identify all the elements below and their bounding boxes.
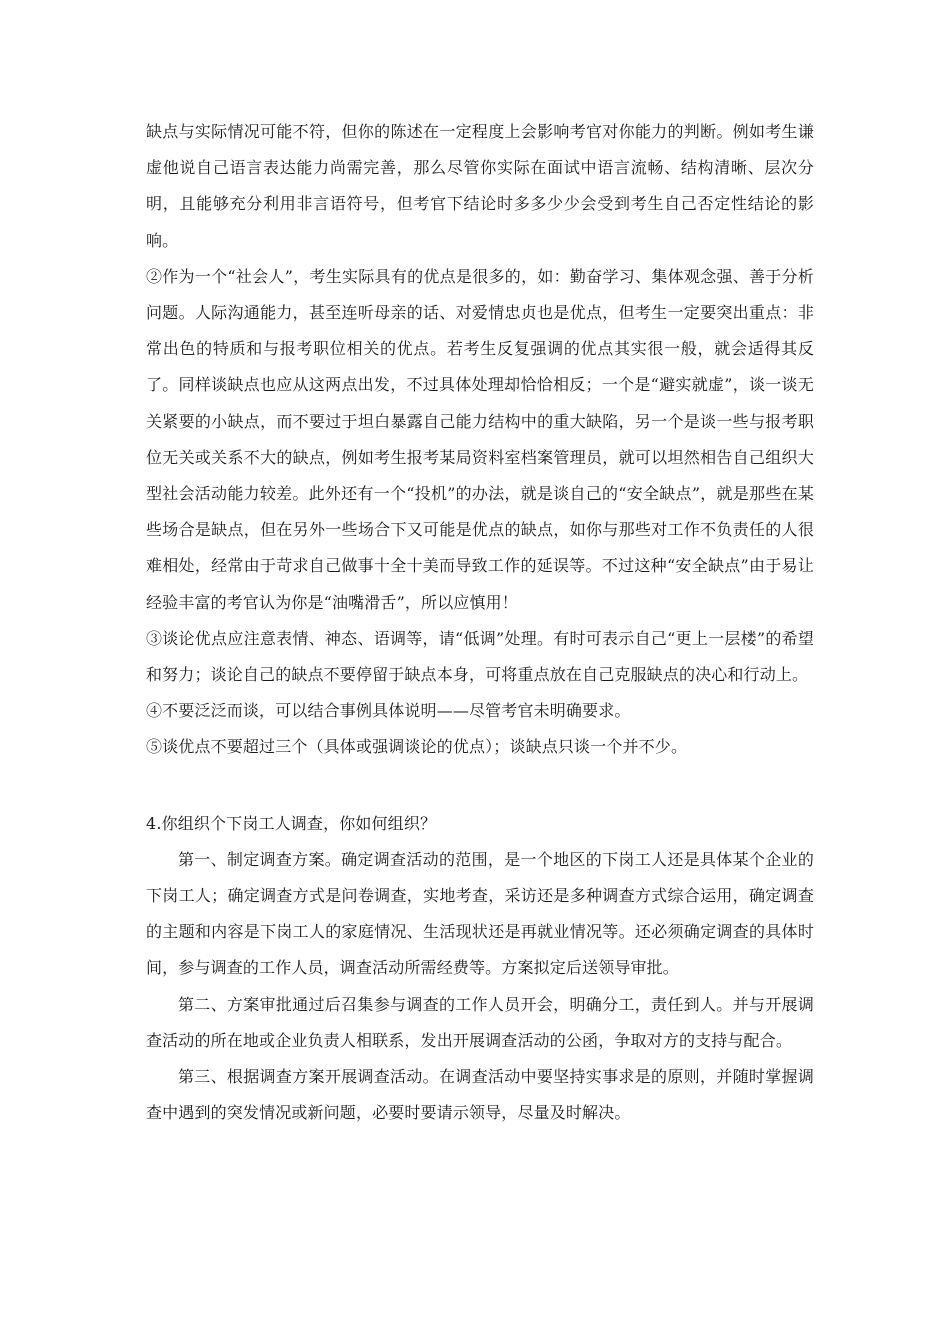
paragraph-point-4: ④不要泛泛而谈，可以结合事例具体说明——尽管考官未明确要求。 — [146, 701, 631, 721]
paragraph-point-2: ②作为一个“社会人”，考生实际具有的优点是很多的，如：勤奋学习、集体观念强、善于分析问题。人际沟通能力，甚至连听母亲的话、对爱情忠贞也是优点，但考生一定要突出重点：非常出色的特质和与报考职位相关的优点。若考生反复强调的优点其实很一般，就会适得其反了。同样谈缺点也应从这两点出发，不过具体处理却恰恰相反；一个是“避实就虚”，谈一谈无关紧要的小缺点，而不要过于坦白暴露自己能力结构中的重大缺陷，另一个是谈一些与报考职位无关或关系不大的缺点，例如考生报考某局资料室档案管理员，就可以坦然相告自己组织大型社会活动能力较差。此外还有一个“投机”的办法，就是谈自己的“安全缺点”，就是那些在某些场合是缺点，但在另外一些场合下又可能是优点的缺点，如你与那些对工作不负责任的人很难相处，经常由于苛求自己做事十全十美而导致工作的延误等。不过这种“安全缺点”由于易让经验丰富的考官认为你是“油嘴滑舌”，所以应慎用！ — [146, 266, 814, 612]
document-body — [146, 114, 814, 1131]
paragraph-point-3: ③谈论优点应注意表情、神态、语调等，请“低调”处理。有时可表示自己“更上一层楼”的希望和努力；谈论自己的缺点不要停留于缺点本身，可将重点放在自己克服缺点的决心和行动上。 — [146, 628, 814, 685]
question-heading: 4.你组织个下岗工人调查，你如何组织？ — [146, 813, 437, 833]
answer-step-1: 第一、制定调查方案。确定调查活动的范围，是一个地区的下岗工人还是具体某个企业的下岗工人；确定调查方式是问卷调查，实地考查，采访还是多种调查方式综合运用，确定调查的主题和内容是下岗工人的家庭情况、生活现状还是再就业情况等。还必须确定调查的具体时间，参与调查的工作人员，调查活动所需经费等。方案拟定后送领导审批。 — [146, 849, 814, 978]
paragraph-continuation: 缺点与实际情况可能不符，但你的陈述在一定程度上会影响考官对你能力的判断。例如考生谦虚他说自己语言表达能力尚需完善，那么尽管你实际在面试中语言流畅、结构清晰、层次分明，且能够充分利用非言语符号，但考官下结论时多多少少会受到考生自己否定性结论的影响。 — [146, 122, 814, 250]
answer-step-3: 第三、根据调查方案开展调查活动。在调查活动中要坚持实事求是的原则，并随时掌握调查中遇到的突发情况或新问题，必要时要请示领导，尽量及时解决。 — [146, 1067, 814, 1123]
paragraph-point-5: ⑤谈优点不要超过三个（具体或强调谈论的优点）；谈缺点只谈一个并不少。 — [146, 737, 688, 757]
section-gap — [146, 766, 814, 806]
answer-step-2: 第二、方案审批通过后召集参与调查的工作人员开会，明确分工，责任到人。并与开展调查活动的所在地或企业负责人相联系，发出开展调查活动的公函，争取对方的支持与配合。 — [146, 994, 814, 1050]
